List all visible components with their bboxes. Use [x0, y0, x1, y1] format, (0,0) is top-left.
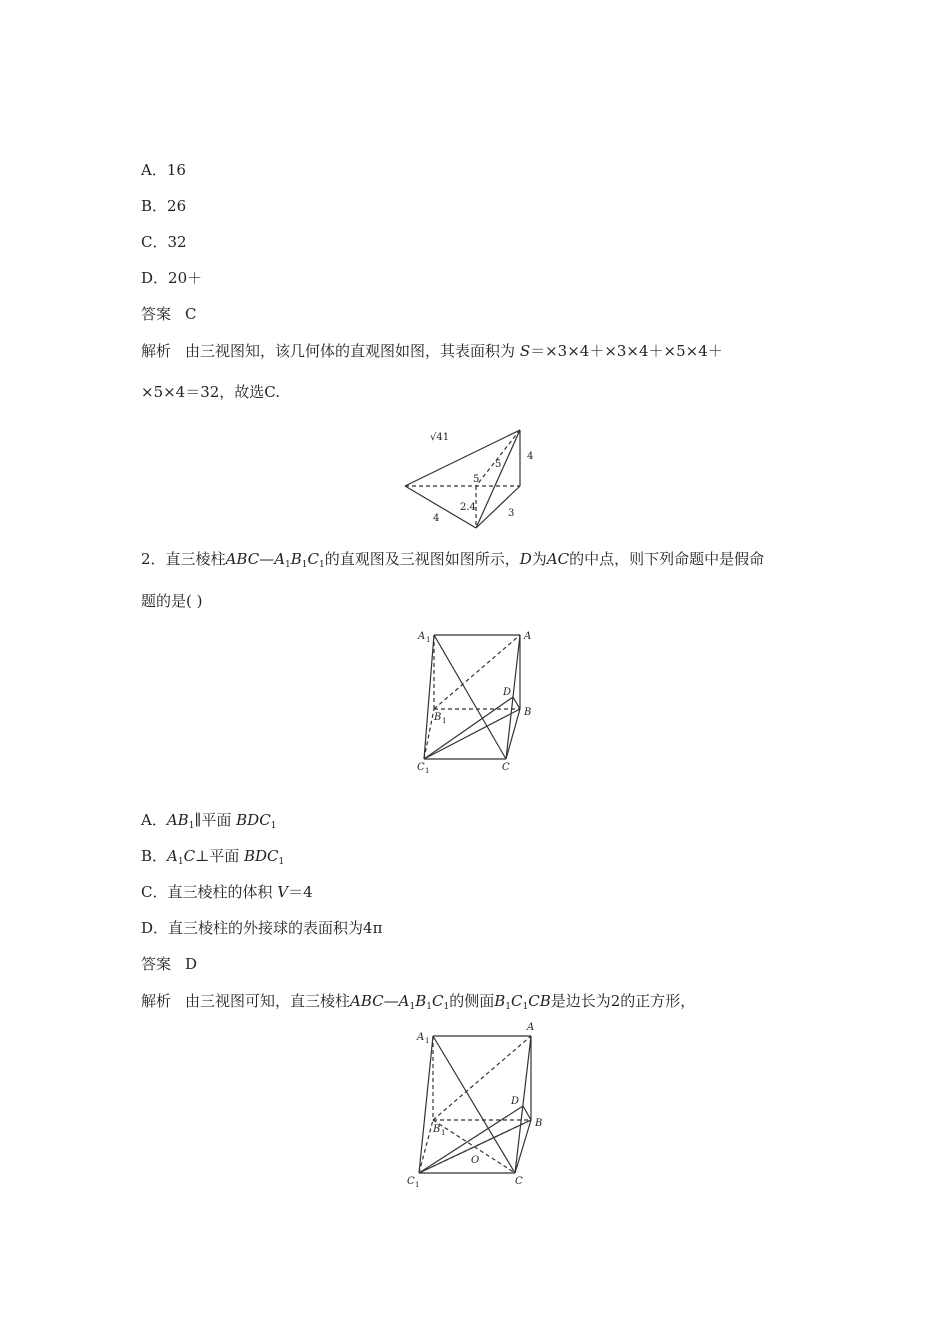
- question-number: 2．: [141, 550, 166, 568]
- label-4-right: 4: [527, 451, 534, 462]
- q1-option-b: [141, 196, 186, 216]
- option-text: 20＋: [168, 269, 203, 287]
- face-b1: B: [494, 992, 506, 1010]
- q2-analysis: [141, 991, 695, 1017]
- stem-text: 为: [531, 550, 547, 568]
- option-value: ＝4: [288, 883, 313, 901]
- stem-text: 的中点，则下列命题中是假命: [569, 550, 765, 568]
- option-text: 26: [167, 197, 187, 215]
- formula-symbol: S: [519, 342, 531, 360]
- q1-option-c: [141, 232, 187, 252]
- label-4-bottom: 4: [433, 513, 440, 524]
- prism-abc: ABC: [350, 992, 384, 1010]
- prism-a1: A: [398, 992, 410, 1010]
- option-label: D．: [141, 269, 169, 287]
- q2-option-d: [141, 918, 382, 938]
- edge: [405, 430, 520, 486]
- label-sub: 1: [425, 1037, 430, 1045]
- line-db: [513, 697, 520, 709]
- diag-a1c: [433, 1036, 515, 1173]
- q1-option-a: [141, 160, 186, 180]
- label-5-slant: 5: [495, 459, 502, 470]
- q1-option-d: [141, 268, 202, 288]
- option-text: 直三棱柱的体积: [167, 883, 273, 901]
- segment-ac: AC: [546, 550, 570, 568]
- hidden-b1a: [433, 1036, 531, 1120]
- q2-prism-figure: [412, 625, 542, 775]
- label-2-4: 2.4: [460, 502, 476, 513]
- stem-text: 直三棱柱: [165, 550, 226, 568]
- face-c1: C: [511, 992, 523, 1010]
- label-b: B: [535, 1118, 543, 1129]
- label-sub: 1: [425, 767, 430, 775]
- analysis-text: 是边长为2的正方形，: [550, 992, 696, 1010]
- point-a1: A: [167, 847, 178, 865]
- subscript: 1: [270, 821, 277, 831]
- subscript: 1: [443, 1002, 450, 1012]
- q2-option-b: [141, 846, 284, 872]
- answer-label: 答案: [141, 305, 172, 323]
- point-d: D: [519, 550, 532, 568]
- analysis-text: 的侧面: [449, 992, 495, 1010]
- option-label: B．: [141, 847, 168, 865]
- prism-dash: —: [383, 992, 399, 1010]
- label-3: 3: [508, 508, 515, 519]
- q2-option-a: [141, 810, 276, 836]
- subscript: 1: [285, 560, 291, 570]
- q1-analysis-line1: [141, 341, 723, 361]
- answer-label: 答案: [141, 955, 172, 973]
- label-d: D: [511, 1096, 520, 1107]
- option-text: ∥平面: [194, 811, 232, 829]
- subscript: 1: [505, 1002, 511, 1012]
- q2-answer: [141, 954, 197, 974]
- label-c1: C: [407, 1176, 415, 1187]
- edge: [476, 486, 520, 528]
- label-5-mid: 5: [473, 474, 480, 485]
- prism-abc: ABC: [225, 550, 260, 568]
- label-sub: 1: [442, 717, 447, 725]
- option-label: D．: [141, 919, 169, 937]
- segment-ab: AB: [166, 811, 189, 829]
- prism-b1: B: [415, 992, 427, 1010]
- edge-a1c1: [419, 1036, 433, 1173]
- q2-analysis-prism-figure: [403, 1018, 553, 1188]
- label-d: D: [503, 687, 512, 698]
- subscript: 1: [409, 1002, 416, 1012]
- q2-stem-line2: [141, 591, 202, 611]
- option-label: A．: [141, 161, 167, 179]
- answer-value: D: [185, 955, 198, 973]
- volume-symbol: V: [277, 883, 289, 901]
- option-label: A．: [141, 811, 167, 829]
- label-b1: B: [433, 1124, 441, 1135]
- answer-value: C: [185, 305, 197, 323]
- option-label: B．: [141, 197, 168, 215]
- q1-pyramid-figure: [400, 420, 550, 532]
- analysis-text: 由三视图可知，直三棱柱: [185, 992, 351, 1010]
- plane-bdc: BDC: [243, 847, 279, 865]
- analysis-label: 解析: [141, 992, 172, 1010]
- edge-a1c1: [424, 635, 434, 759]
- line-c1d: [424, 697, 513, 759]
- formula-text: ＝×3×4＋×3×4＋×5×4＋: [530, 342, 723, 360]
- subscript: 1: [301, 560, 308, 570]
- subscript: 1: [426, 1002, 432, 1012]
- prism-c1: C: [432, 992, 444, 1010]
- prism-a1: A: [274, 550, 286, 568]
- subscript: 1: [522, 1002, 529, 1012]
- label-sub: 1: [415, 1181, 420, 1189]
- analysis-label: 解析: [141, 342, 172, 360]
- q2-stem-line1: [141, 549, 764, 575]
- subscript: 1: [188, 821, 195, 831]
- label-a: A: [527, 1022, 535, 1033]
- point-c: C: [183, 847, 196, 865]
- prism-b1: B: [290, 550, 302, 568]
- label-b1: B: [434, 712, 442, 723]
- formula-text: ×5×4＝32，故选C.: [141, 383, 281, 401]
- option-text: 直三棱柱的外接球的表面积为4π: [168, 919, 383, 937]
- option-text: 16: [166, 161, 186, 179]
- label-b: B: [524, 707, 532, 718]
- prism-c1: C: [307, 550, 320, 568]
- label-sub: 1: [441, 1129, 446, 1137]
- label-c: C: [515, 1176, 523, 1187]
- subscript: 1: [278, 857, 285, 867]
- diag-a1c: [434, 635, 506, 759]
- prism-dash: —: [259, 550, 275, 568]
- edge-cb: [515, 1120, 531, 1173]
- line-db: [523, 1106, 531, 1120]
- subscript: 1: [319, 560, 325, 570]
- stem-text: 题的是( ): [141, 592, 203, 610]
- label-sqrt41: √41: [430, 432, 450, 443]
- option-label: C．: [141, 883, 168, 901]
- label-o: O: [471, 1155, 480, 1166]
- q2-option-c: [141, 882, 313, 902]
- label-sub: 1: [426, 636, 431, 644]
- label-a1: A: [417, 1032, 425, 1043]
- subscript: 1: [177, 857, 184, 867]
- label-c1: C: [417, 762, 425, 773]
- option-text: ⊥平面: [195, 847, 240, 865]
- face-cb: CB: [528, 992, 551, 1010]
- edge-cb: [506, 709, 520, 759]
- option-text: 32: [167, 233, 187, 251]
- q1-answer: [141, 304, 197, 324]
- label-a: A: [524, 631, 532, 642]
- option-label: C．: [141, 233, 168, 251]
- plane-bdc: BDC: [236, 811, 271, 829]
- q1-analysis-line2: [141, 382, 280, 402]
- label-c: C: [502, 762, 510, 773]
- analysis-text: 由三视图知，该几何体的直观图如图，其表面积为: [185, 342, 516, 360]
- label-a1: A: [418, 631, 426, 642]
- stem-text: 的直观图及三视图如图所示，: [324, 550, 520, 568]
